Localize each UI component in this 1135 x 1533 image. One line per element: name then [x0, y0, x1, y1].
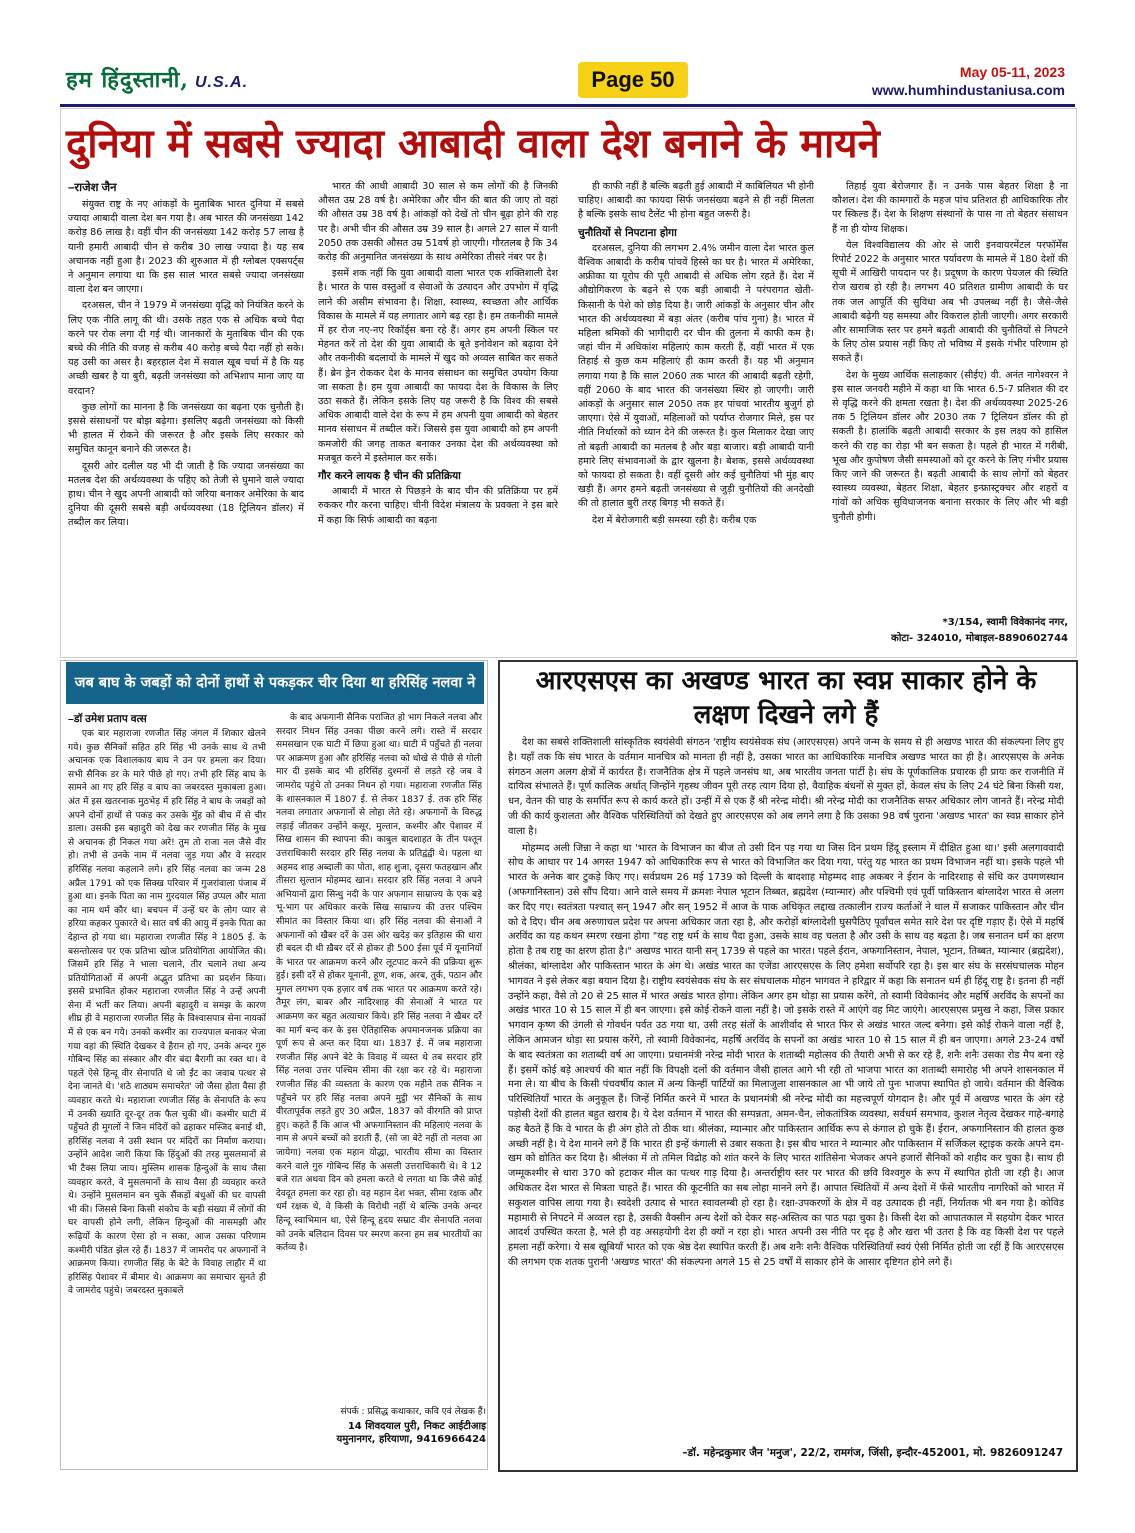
website-link[interactable]: www.humhindustaniusa.com	[871, 82, 1065, 98]
article-author: –राजेश जैन	[68, 182, 117, 194]
paragraph: एक बार महाराजा रणजीत सिंह जंगल में शिकार खेलने गये। कुछ सैनिकों सहित हरि सिंह भी उनके साथ थे तभी अचानक एक विशालकाय बाघ ने उन पर हमला कर दिया। सभी सैनिक डर के मारे पीछे हो गए। तभी हरि सिंह बाघ के सामने आ गए हरि सिंह व बाघ का जबरदस्त मुकाबला हुआ। अंत में इस खतरनाक मुठभेड़ में हरि सिंह ने बाघ के जबड़ों को अपने दोनों हाथों से पकड़ कर उसके मुँह को बीच में से चीर डाला। उसकी इस बहादुरी को देख कर रणजीत सिंह के मुख से अचानक ही निकल गया अरे! तुम तो राजा नल जैसे वीर हो। तभी से उनके नाम में नलवा जुड़ गया और वे सरदार हरिसिंह नलवा कहलाने लगे। हरि सिंह नलवा का जन्म 28 अप्रैल 1791 को एक सिक्ख परिवार में गुजरांवाला पंजाब में हुआ था। इनके पिता का नाम गुरदयाल सिंह उप्पल और माता का नाम धर्म कौर था। बचपन में उन्हें घर के लोग प्यार से हरिया कहकर पुकारते थे। सात वर्ष की आयु में इनके पिता का देहान्त हो गया था। महाराजा रणजीत सिंह ने 1805 ई. के बसन्तोत्सव पर एक प्रतिभा खोज प्रतियोगिता आयोजित की। जिसमें हरि सिंह ने भाला चलाने, तीर चलाने तथा अन्य प्रतियोगिताओं में अपनी अद्भुत प्रतिभा का प्रदर्शन किया। इससे प्रभावित होकर महाराजा रणजीत सिंह ने उन्हें अपनी सेना में भर्ती कर लिया। अपनी बहादुरी व समझ के कारण शीघ्र ही वे महाराजा रणजीत सिंह के विश्वासपात्र सेना नायकों में से एक बन गये। उनको कश्मीर का राज्यपाल बनाकर भेजा गया वहां की स्थिति देखकर वे हैरान हो गए, उनके अन्दर गुरु गोबिन्द सिंह का संस्कार और वीर बंदा बैरागी का रक्त था। वे पहले ऐसे हिन्दू वीर सेनापति थे जो ईंट का जवाब पत्थर से देना जानते थे। 'शठे शाठ्यम समाचरेत' जो जैसा होता वैसा ही व्यवहार करते थे। महाराजा रणजीत सिंह के सेनापति के रूप में उनकी ख्याति दूर-दूर तक फैल चुकी थी। कश्मीर घाटी में पहुँचते ही मुगलों ने जिन मंदिरों को ढहाकर मस्जिद बनाई थी, हरिसिंह नलवा ने उसी स्थान पर मंदिरों का निर्माण कराया। उन्होंने आदेश जारी किया कि हिंदुओं की तरह मुसलमानों से भी टैक्स लिया जाय। मुस्लिम शासक हिन्दुओं के साथ जैसा व्यवहार करते, वे मुसलमानों के साथ वैसा ही व्यवहार करते थे। उन्होंने मुसलमान बन चुके सैंकड़ों बंधुओं की घर वापसी भी की। जिससे बिना किसी संकोच के बड़ी संख्या में लोगों की घर वापसी होने लगी, लेकिन हिन्दुओं की नासमझी और रूढ़ियों के कारण ऐसा हो न सका, आज उसका परिणाम कश्मीरी पंडित झेल रहे हैं। 1837 में जामरोद पर अफगानों ने आक्रमण किया। रणजीत सिंह के बेटे के विवाह लाहौर में था हरिसिंह पेशावर में बीमार थे। आक्रमण का समाचार सुनते ही वे जामरोद पहुंचे। जबरदस्त मुकाबले	[68, 729, 266, 1297]
author-contact: 14 शिवदयाल पुरी, निकट आईटीआइ यमुनानगर, हरियाणा, 9416966424	[336, 1421, 486, 1445]
article-column-2	[318, 180, 558, 646]
author-address: *3/154, स्वामी विवेकानंद नगर,	[942, 617, 1068, 628]
section-subheading: गौर करने लायक है चीन की प्रतिक्रिया	[318, 470, 461, 483]
article-body	[508, 736, 1064, 1442]
paragraph: मोहम्मद अली जिन्ना ने कहा था 'भारत के विभाजन का बीज तो उसी दिन पड़ गया था जिस दिन प्रथम हिंदू इस्लाम में दीक्षित हुआ था।' इसी अलगाववादी सोच के आधार पर 14 अगस्त 1947 को आधिकारिक रूप से भारत को विभाजित कर दिया गया, परंतु यह भारत का प्रथम विभाजन नहीं था। इसके पहले भी भारत के अनेक बार टुकड़े किए गए। सर्वप्रथम 26 मई 1739 को दिल्ली के बादशाह मोहम्मद शाह अकबर ने ईरान के नादिरशाह से संधि कर उपगणस्थान (अफगानिस्तान) उसे सौंप दिया। आने वाले समय में क्रमशः नेपाल भूटान तिब्बत, ब्रह्मदेश (म्यान्मार) और पश्चिमी एवं पूर्वी पाकिस्तान बांग्लादेश भारत से अलग कर दिए गए। स्वतंत्रता पश्चात् सन् 1947 और सन् 1952 में आज के पाक अधिकृत लद्दाख तत्कालीन राज्य कर्ताओं ने थाल में सजाकर पाकिस्तान और चीन को दे दिए। चीन अब अरुणाचल प्रदेश पर अपना अधिकार जता रहा है, और करोड़ों बांग्लादेशी घुसपैठिए पूर्वांचल समेत सारे देश पर दृष्टि गड़ाए हैं। ऐसे में महर्षि अरविंद का यह कथन स्मरण रखना होगा "यह राष्ट्र धर्म के साथ पैदा हुआ, उसके साथ वह चलता है और उसी के साथ वह बढ़ता है। जब सनातन धर्म का क्षरण होता है तब राष्ट्र का क्षरण होता है।" अखण्ड भारत यानी सन् 1739 से पहले का भारत। पहले ईरान, अफगानिस्तान, नेपाल, भूटान, तिब्बत, म्यान्मार (ब्रह्मदेश), श्रीलंका, बांग्लादेश और पाकिस्तान भारत के अंग थे। अखंड भारत का एजेंडा आरएसएस के लिए हमेशा सर्वोपरि रहा है। इस बार संघ के सरसंघचालक मोहन भागवत ने इसे लेकर बड़ा बयान दिया है। राष्ट्रीय स्वयंसेवक संघ के सर संघचालक मोहन भागवत ने हरिद्वार में कहा कि सनातन धर्म ही हिंदू राष्ट्र है। इतना ही नहीं उन्होंने कहा, वैसे तो 20 से 25 साल में भारत अखंड भारत होगा। लेकिन अगर हम थोड़ा सा प्रयास करेंगे, तो स्वामी विवेकानंद और महर्षि अरविंद के सपनों का अखंड भारत 10 से 15 साल में ही बन जाएगा। इसे कोई रोकने वाला नहीं है। जो इसके रास्ते में आएंगे वह मिट जाएंगे। आरएसएस प्रमुख ने कहा, जिस प्रकार भगवान कृष्ण की उंगली से गोवर्धन पर्वत उठ गया था, उसी तरह संतों के आशीर्वाद से भारत फिर से अखंड भारत जल्द बनेगा। इसे कोई रोकने वाला नहीं है, लेकिन आमजन थोड़ा सा प्रयास करेंगे, तो स्वामी विवेकानंद, महर्षि अरविंद के सपनों का अखंड भारत 10 से 15 साल में ही बन जाएगा। अगले 23-24 वर्षों के बाद स्वतंत्रता का शताब्दी वर्ष आ जाएगा। प्रधानमंत्री नरेन्द्र मोदी भारत के शताब्दी महोत्सव की तैयारी अभी से कर रहे हैं, शनैः शनैः उसका रोड मैप बना रहे हैं। इसमें कोई बड़े आश्चर्य की बात नहीं कि विपक्षी दलों की वर्तमान जैसी हालत आगे भी रही तो भाजपा भारत का शताब्दी समारोह भी अपने शासनकाल में मना ले। या बीच के किसी पंचवर्षीय काल में अन्य किन्हीं पार्टियों का मिलाजुला शासनकाल आ भी जाये तो पुनः भाजपा स्थापित हो जाये। वर्तमान की वैश्विक परिस्थितियाँ भारत के अनुकूल हैं। जिन्हें निर्मित करने में भारत के प्रधानमंत्री श्री नरेन्द्र मोदी का महत्त्वपूर्ण योगदान है। और पूर्व में अखण्ड भारत के अंग रहे पड़ोसी देशों की हालत बहुत खराब है। ये देश वर्तमान में भारत की सम्पन्नता, अमन-चैन, लोकतांत्रिक व्यवस्था, सर्वधर्म समभाव, कुशल नेतृत्व देखकर गाहे-बगाहे कह बैठते हैं कि वे भारत के ही अंग होते तो ठीक था। श्रीलंका, म्यान्मार और पाकिस्तान आर्थिक रूप से कंगाल हो चुके हैं। ईरान, अफगानिस्तान की हालत कुछ अच्छी नहीं है। ये देश मानने लगे हैं कि भारत ही इन्हें कंगाली से उबार सकता है। इस बीच भारत ने म्यान्मार और पाकिस्तान में सर्जिकल स्ट्राइक करके अपने दम-खम को द्योतित कर दिया है। श्रीलंका में तो तमिल विद्रोह को शांत करने के लिए भारत शांतिसेना भेजकर अपने हजारों सैनिकों को शहीद कर चुका है। साथ ही जम्मूकश्मीर से धारा 370 को हटाकर मील का पत्थर गाड़ दिया है। अन्तर्राष्ट्रीय स्तर पर भारत की छवि विश्वगुरु के रूप में स्थापित होती जा रही है। आज अधिकतर देश भारत से मित्रता चाहते हैं। भारत की कूटनीति का सब लोहा मानने लगे हैं। आपात स्थितियों में अन्य देशों में फँसे भारतीय नागरिकों को भारत में सकुशल वापिस लाया गया है। स्वदेशी उत्पाद से भारत स्वावलम्बी हो रहा है। रक्षा-उपकरणों के क्षेत्र में वह उत्पादक ही नहीं, निर्यातक भी बन गया है। कोविड महामारी से निपटने में अव्वल रहा है, उसकी वैक्सीन अन्य देशों को देकर सह-अस्तित्व का पाठ पढ़ा चुका है। किसी देश को आपातकाल में सहयोग देकर भारत आदर्श उपस्थित करता है, भले ही वह असहयोगी देश ही क्यों न रहा हो। भारत अपनी उस नीति पर दृढ़ है और खरा भी उतरा है कि वह किसी देश पर पहले हमला नहीं करेगा। ये सब खूबियाँ भारत को एक श्रेष्ठ देश स्थापित करती हैं। अब शनैः शनैः वैश्विक परिस्थितियाँ स्वयं ऐसी निर्मित होती जा रहीं हैं कि आरएसएस की लगभग एक शतक पुरानी 'अखण्ड भारत' की संकल्पना अगले 15 से 25 वर्षों में साकार होने के आसार दृष्टिगत होने लगे हैं।	[508, 842, 1064, 1268]
paragraph: देश का सबसे शक्तिशाली सांस्कृतिक स्वयंसेवी संगठन 'राष्ट्रीय स्वयंसेवक संघ (आरएसएस) अपने जन्म के समय से ही अखण्ड भारत की संकल्पना लिए हुए है। यहाँ तक कि संघ भारत के वर्तमान मानचित्र को मानता ही नहीं है, उसका भारत का आधिकारिक मानचित्र अखण्ड भारत का ही है। आरएसएस के अनेक संगठन अलग अलग क्षेत्रों में कार्यरत हैं। राजनैतिक क्षेत्र में पहले जनसंघ था, अब भारतीय जनता पार्टी है। संघ के पूर्णकालिक प्रचारक ही प्रायः कर राजनीति में दायित्व संभालते हैं। पूर्ण कालिक अर्थात् जिन्होंने गृहस्थ जीवन पूरी तरह त्याग दिया हो, वैवाहिक बंधनों से मुक्त हों, केवल संघ के लिए 24 घंटे बिना किसी यश, धन, वेतन की चाह के समर्पित रूप से कार्य करते हों। उन्हीं में से एक हैं श्री नरेन्द्र मोदी। श्री नरेन्द्र मोदी का राजनैतिक सफर अधिकार लोग जानते हैं। नरेन्द्र मोदी जी की कार्य कुशलता और वैश्विक परिस्थितियों को देखते हुए आरएसएस को अब लगने लगा है कि उसका 98 वर्ष पुराना 'अखण्ड भारत' का स्वप्न साकार होने वाला है।	[508, 737, 1064, 837]
page-number: Page 50	[578, 62, 688, 98]
author-contact: कोटा- 324010, मोबाइल-8890602744	[891, 633, 1068, 644]
article-column-3	[578, 180, 814, 646]
author-signature: –डॉ. महेन्द्रकुमार जैन 'मनुज', 22/2, रामगंज, जिंसी, इन्दौर-452001, मो. 9826091247	[682, 1447, 1063, 1459]
article-headline-banner: जब बाघ के जबड़ों को दोनों हाथों से पकड़कर चीर दिया था हरिसिंह नलवा ने	[66, 662, 484, 704]
masthead	[66, 64, 248, 94]
paragraph: दरअसल, दुनिया की लगभग 2.4% जमीन वाला देश भारत कुल वैश्विक आबादी के करीब पांचवें हिस्से का घर है। भारत में अमेरिका, अफ्रीका या यूरोप की पूरी आबादी से अधिक लोग रहते हैं। देश में औद्योगिकरण के बढ़ने से एक बड़ी आबादी ने परंपरागत खेती-किसानी के पेशे को छोड़ दिया है। जारी आंकड़ों के अनुसार चीन और भारत की अर्थव्यवस्था में बड़ा अंतर (करीब पांच गुना) है। भारत में महिला श्रमिकों की भागीदारी दर चीन की तुलना में काफी कम है। जहां चीन में अधिकांश महिलाएं काम करती हैं, वहीं भारत में एक तिहाई से कुछ कम महिलाएं ही काम करती हैं। यह भी अनुमान लगाया गया है कि साल 2060 तक भारत की आबादी बढ़ती रहेगी, वहीं 2060 के बाद भारत की जनसंख्या स्थिर हो जाएगी। जारी आंकड़ों के अनुसार साल 2050 तक हर पांचवां भारतीय बुजुर्ग हो जाएगा। ऐसे में युवाओं, महिलाओं को पर्याप्त रोजगार मिले, इस पर नीति निर्धारकों को ध्यान देने की जरूरत है। कुल मिलाकर देखा जाए तो बढ़ती आबादी का मतलब है और बड़ा बाजार। बड़ी आबादी यानी हमारे लिए संभावनाओं के द्वार खुलना है। बेशक, इससे अर्थव्यवस्था को फायदा हो सकता है। वहीं दूसरी ओर कई चुनौतियां भी मुंह बाए खड़ी हैं। अगर हमने बढ़ती जनसंख्या से जुड़ी चुनौतियों की अनदेखी की तो हालात बुरी तरह बिगड़ भी सकते हैं।	[578, 242, 814, 510]
article-headline: दुनिया में सबसे ज्यादा आबादी वाला देश बनाने के मायने	[66, 120, 880, 167]
paragraph: संयुक्त राष्ट्र के नए आंकड़ों के मुताबिक भारत दुनिया में सबसे ज्यादा आबादी वाला देश बन गया है। अब भारत की जनसंख्या 142 करोड़ 86 लाख है। वहीं चीन की जनसंख्या 142 करोड़ 57 लाख है यानी हमारी आबादी चीन से करीब 30 लाख ज्यादा है। यह सब अचानक नहीं हुआ है। 2023 की शुरुआत में ही ग्लोबल एक्सपर्ट्स ने अनुमान लगाया था कि इस साल भारत सबसे ज्यादा जनसंख्या वाला देश बन जाएगा।	[68, 199, 304, 296]
article-column-1	[68, 198, 304, 646]
paragraph: देश के मुख्य आर्थिक सलाहकार (सीईए) वी. अनंत नागेश्वरन ने इस साल जनवरी महीने में कहा था कि भारत 6.5-7 प्रतिशत की दर से वृद्धि करने की क्षमता रखता है। देश की अर्थव्यवस्था 2025-26 तक 5 ट्रिलियन डॉलर और 2030 तक 7 ट्रिलियन डॉलर की हो सकती है। हालांकि बढ़ती आबादी सरकार के इस लक्ष्य को हासिल करने की राह का रोड़ा भी बन सकता है। पहले ही भारत में गरीबी, भूख और कुपोषण जैसी समस्याओं को दूर करने के लिए गंभीर प्रयास किए जाने की जरूरत है। बढ़ती आबादी के साथ लोगों को बेहतर स्वास्थ्य व्यवस्था, बेहतर शिक्षा, बेहतर इन्फ्रास्ट्रक्चर और शहरों व गांवों को अधिक सुविधाजनक बनाना सरकार के लिए और भी बड़ी चुनौती होगी।	[832, 369, 1068, 523]
paragraph: दरअसल, चीन ने 1979 में जनसंख्या वृद्धि को नियंत्रित करने के लिए एक नीति लागू की थी। उसके तहत एक से अधिक बच्चे पैदा करने पर रोक लगा दी गई थी। जानकारों के मुताबिक चीन की एक बच्चे की नीति की वजह से करीब 40 करोड़ बच्चे पैदा नहीं हो सके। यह उसी का असर है। बहरहाल देश में सवाल खूब चर्चा में है कि यह अच्छी खबर है या बुरी, बढ़ती जनसंख्या को अभिशाप माना जाए या वरदान?	[68, 300, 304, 397]
masthead-title: हम हिंदुस्तानी,	[66, 67, 189, 93]
paragraph: ही काफी नहीं है बल्कि बढ़ती हुई आबादी में काबिलियत भी होनी चाहिए। आबादी का फायदा सिर्फ जनसंख्या बढ़ने से ही नहीं मिलता है बल्कि इसके साथ टैलेंट भी होना बहुत जरूरी है।	[578, 181, 814, 221]
paragraph: आबादी में भारत से पिछड़ने के बाद चीन की प्रतिक्रिया पर हमें रुककर गौर करना चाहिए। चीनी विदेश मंत्रालय के प्रवक्ता ने इस बारे में कहा कि सिर्फ आबादी का बढ़ना	[318, 486, 558, 526]
article-column-2	[276, 712, 482, 1402]
paragraph: कुछ लोगों का मानना है कि जनसंख्या का बढ़ना एक चुनौती है। इससे संसाधनों पर बोझ बढ़ेगा। इसलिए बढ़ती जनसंख्या को किसी भी हालत में रोकने की जरूरत है और इसके लिए सरकार को समुचित कानून बनाने की जरूरत है।	[68, 401, 304, 456]
article-column-1	[68, 728, 266, 1460]
masthead-subtitle: U.S.A.	[194, 74, 249, 91]
paragraph: भारत की आधी आबादी 30 साल से कम लोगों की है जिनकी औसत उम्र 28 वर्ष है। अमेरिका और चीन की बात की जाए तो वहां की औसत उम्र 38 वर्ष है। आंकड़ों को देखें तो चीन बूढ़ा होने की राह पर है। अभी चीन की औसत उम्र 39 साल है। अगले 27 साल में यानी 2050 तक उसकी औसत उम्र 51वर्ष हो जाएगी। गौरतलब है कि 34 करोड़ की अनुमानित जनसंख्या के साथ अमेरिका तीसरे नंबर पर है।	[318, 181, 558, 264]
issue-date: May 05-11, 2023	[959, 64, 1065, 80]
paragraph: देश में बेरोजगारी बड़ी समस्या रही है। करीब एक	[592, 514, 757, 526]
section-subheading: चुनौतियों से निपटाना होगा	[578, 226, 677, 239]
paragraph: के बाद अफगानी सैनिक पराजित हो भाग निकले नलवा और सरदार निधन सिंह उनका पीछा करने लगे। रास्ते में सरदार समसखान एक घाटी में छिपा हुआ था। घाटी में पहुँचते ही नलवा पर आक्रमण हुआ और हरिसिंह नलवा को धोखे से पीछे से गोली मार दी इसके बाद भी हरिसिंह दुश्मनों से लड़ते रहे जब वे जामरोद पहुंचे तो उनका निधन हो गया। महाराजा रणजीत सिंह के शासनकाल में 1807 ई. से लेकर 1837 ई. तक हरि सिंह नलवा लगातार अफगानों से लोहा लेते रहे। अफगानों के विरुद्ध लड़ाई जीतकर उन्होंने कसूर, मुल्तान, कश्मीर और पेशावर में सिख शासन की स्थापना की। काबुल बादशाहत के तीन पश्तून उत्तराधिकारी सरदार हरि सिंह नलवा के प्रतिद्वंद्वी थे। पहला था अहमद शाह अब्दाली का पोता, शाह शुजा, दूसरा फतहखान और तीसरा सुल्तान मोहम्मद खान। सरदार हरि सिंह नलवा ने अपने अभियानों द्वारा सिन्धु नदी के पार अफगान साम्राज्य के एक बड़े भू-भाग पर अधिकार करके सिख साम्राज्य की उत्तर पश्चिम सीमांत का विस्तार किया था। हरि सिंह नलवा की सेनाओं ने अफगानों को खैबर दर्रे के उस ओर खदेड़ कर इतिहास की धारा ही बदल दी थी ख़ैबर दर्रे से होकर ही 500 ईसा पूर्व में यूनानियों के भारत पर आक्रमण करने और लूटपाट करने की प्रक्रिया शुरू हुई। इसी दर्रे से होकर यूनानी, हूण, शक, अरब, तुर्क, पठान और मुगल लगभग एक हज़ार वर्ष तक भारत पर आक्रमण करते रहे। तैमूर लंग, बाबर और नादिरशाह की सेनाओं ने भारत पर आक्रमण कर बहुत अत्याचार किये। हरि सिंह नलवा ने खैबर दर्रे का मार्ग बन्द कर के इस ऐतिहासिक अपमानजनक प्रक्रिया का पूर्ण रूप से अन्त कर दिया था। 1837 ई. में जब महाराजा रणजीत सिंह अपने बेटे के विवाह में व्यस्त थे तब सरदार हरि सिंह नलवा उत्तर पश्चिम सीमा की रक्षा कर रहे थे। महाराजा रणजीत सिंह की व्यस्तता के कारण एक महीने तक सैनिक न पहुँचने पर हरि सिंह नलवा अपने मुट्ठी भर सैनिकों के साथ वीरतापूर्वक लड़ते हुए 30 अप्रैल, 1837 को वीरगति को प्राप्त हुए। कहते हैं कि आज भी अफगानिस्तान की महिलाएं नलवा के नाम से अपने बच्चों को डराती हैं, (सो जा बेटे नहीं तो नलवा आ जायेगा) नलवा एक महान योद्धा, भारतीय सीमा का विस्तार करने वाले गुरु गोबिन्द सिंह के असली उत्तराधिकारी थे। वे 12 बजे रात अथवा दिन को हमला करते थे लगता था कि जैसे कोई देवदूत हमला कर रहा हो। वह महान देश भक्त, सीमा रक्षक और धर्म रक्षक थे, वे किसी के विरोधी नहीं थे बल्कि उनके अन्दर हिन्दू स्वाभिमान था, ऐसे हिन्दू हृदय सम्राट वीर सेनापति नलवा को उनके बलिदान दिवस पर स्मरण करना हम सब भारतीयों का कर्तव्य है।	[276, 713, 482, 1254]
article-column-4	[832, 180, 1068, 616]
paragraph: दूसरी ओर दलील यह भी दी जाती है कि ज्यादा जनसंख्या का मतलब देश की अर्थव्यवस्था के पहिए को तेजी से घुमाने वाले ज्यादा हाथ। चीन ने खुद अपनी आबादी को जरिया बनाकर अमेरिका के बाद दुनिया की दूसरी सबसे बड़ी अर्थव्यवस्था (18 ट्रिलियन डॉलर) में तब्दील कर लिया।	[68, 460, 304, 529]
article-headline: आरएसएस का अखण्ड भारत का स्वप्न साकार होने के लक्षण दिखने लगे हैं	[535, 666, 1037, 730]
paragraph: इसमें शक नहीं कि युवा आबादी वाला भारत एक शक्तिशाली देश है। भारत के पास वस्तुओं व सेवाओं के उत्पादन और उपभोग में वृद्धि लाने की असीम संभावना है। शिक्षा, स्वास्थ्य, स्वच्छता और आर्थिक विकास के मामले में यह लगातार आगे बढ़ रहा है। हम तकनीकी मामले में हर रोज नए-नए रिकॉर्ड्स बना रहे हैं। अगर हम अपनी स्किल पर मेहनत करें तो देश की युवा आबादी के बूते इनोवेशन को बढ़ावा देने और तकनीकी बदलावों के मामले में खुद को अव्वल साबित कर सकते हैं। ब्रेन ड्रेन रोककर देश के मानव संसाधन का समुचित उपयोग किया जा सकता है। हम युवा आबादी का फायदा देश के विकास के लिए उठा सकते हैं। लेकिन इसके लिए यह जरूरी है कि विश्व की सबसे अधिक आबादी वाले देश के रूप में हम अपनी युवा आबादी को बेहतर मानव संसाधन में तब्दील करें। जिससे इस युवा आबादी को हम अपनी कमजोरी की जगह ताकत बनाकर उनका देश की अर्थव्यवस्था को मजबूत करने में इस्तेमाल कर सकें।	[318, 268, 558, 464]
article-author: –डॉ उमेश प्रताप वत्स	[68, 713, 147, 725]
paragraph: येल विश्वविद्यालय की ओर से जारी इनवायरमेंटल परफॉर्मेंस रिपोर्ट 2022 के अनुसार भारत पर्यावरण के मामले में 180 देशों की सूची में आखिरी पायदान पर है। प्रदूषण के कारण पेयजल की स्थिति रोज खराब हो रही है। लगभग 40 प्रतिशत ग्रामीण आबादी के घर तक जल आपूर्ति की सुविधा अब भी उपलब्ध नहीं है। जैसे-जैसे आबादी बढ़ेगी यह समस्या और विकराल होती जाएगी। अगर सरकारी और सामाजिक स्तर पर हमने बढ़ती आबादी की चुनौतियों से निपटने के लिए ठोस प्रयास नहीं किए तो भविष्य में इसके गंभीर परिणाम हो सकते हैं।	[832, 239, 1068, 365]
author-note: संपर्क : प्रसिद्ध कथाकार, कवि एवं लेखक हैं।	[340, 1407, 486, 1417]
paragraph: तिहाई युवा बेरोजगार हैं। न उनके पास बेहतर शिक्षा है ना कौशल। देश की कामगारों के महज पांच प्रतिशत ही आधिकारिक तौर पर स्किल्ड हैं। देश के शिक्षण संस्थानों के पास ना तो बेहतर संसाधन हैं ना ही योग्य शिक्षक।	[832, 181, 1068, 235]
